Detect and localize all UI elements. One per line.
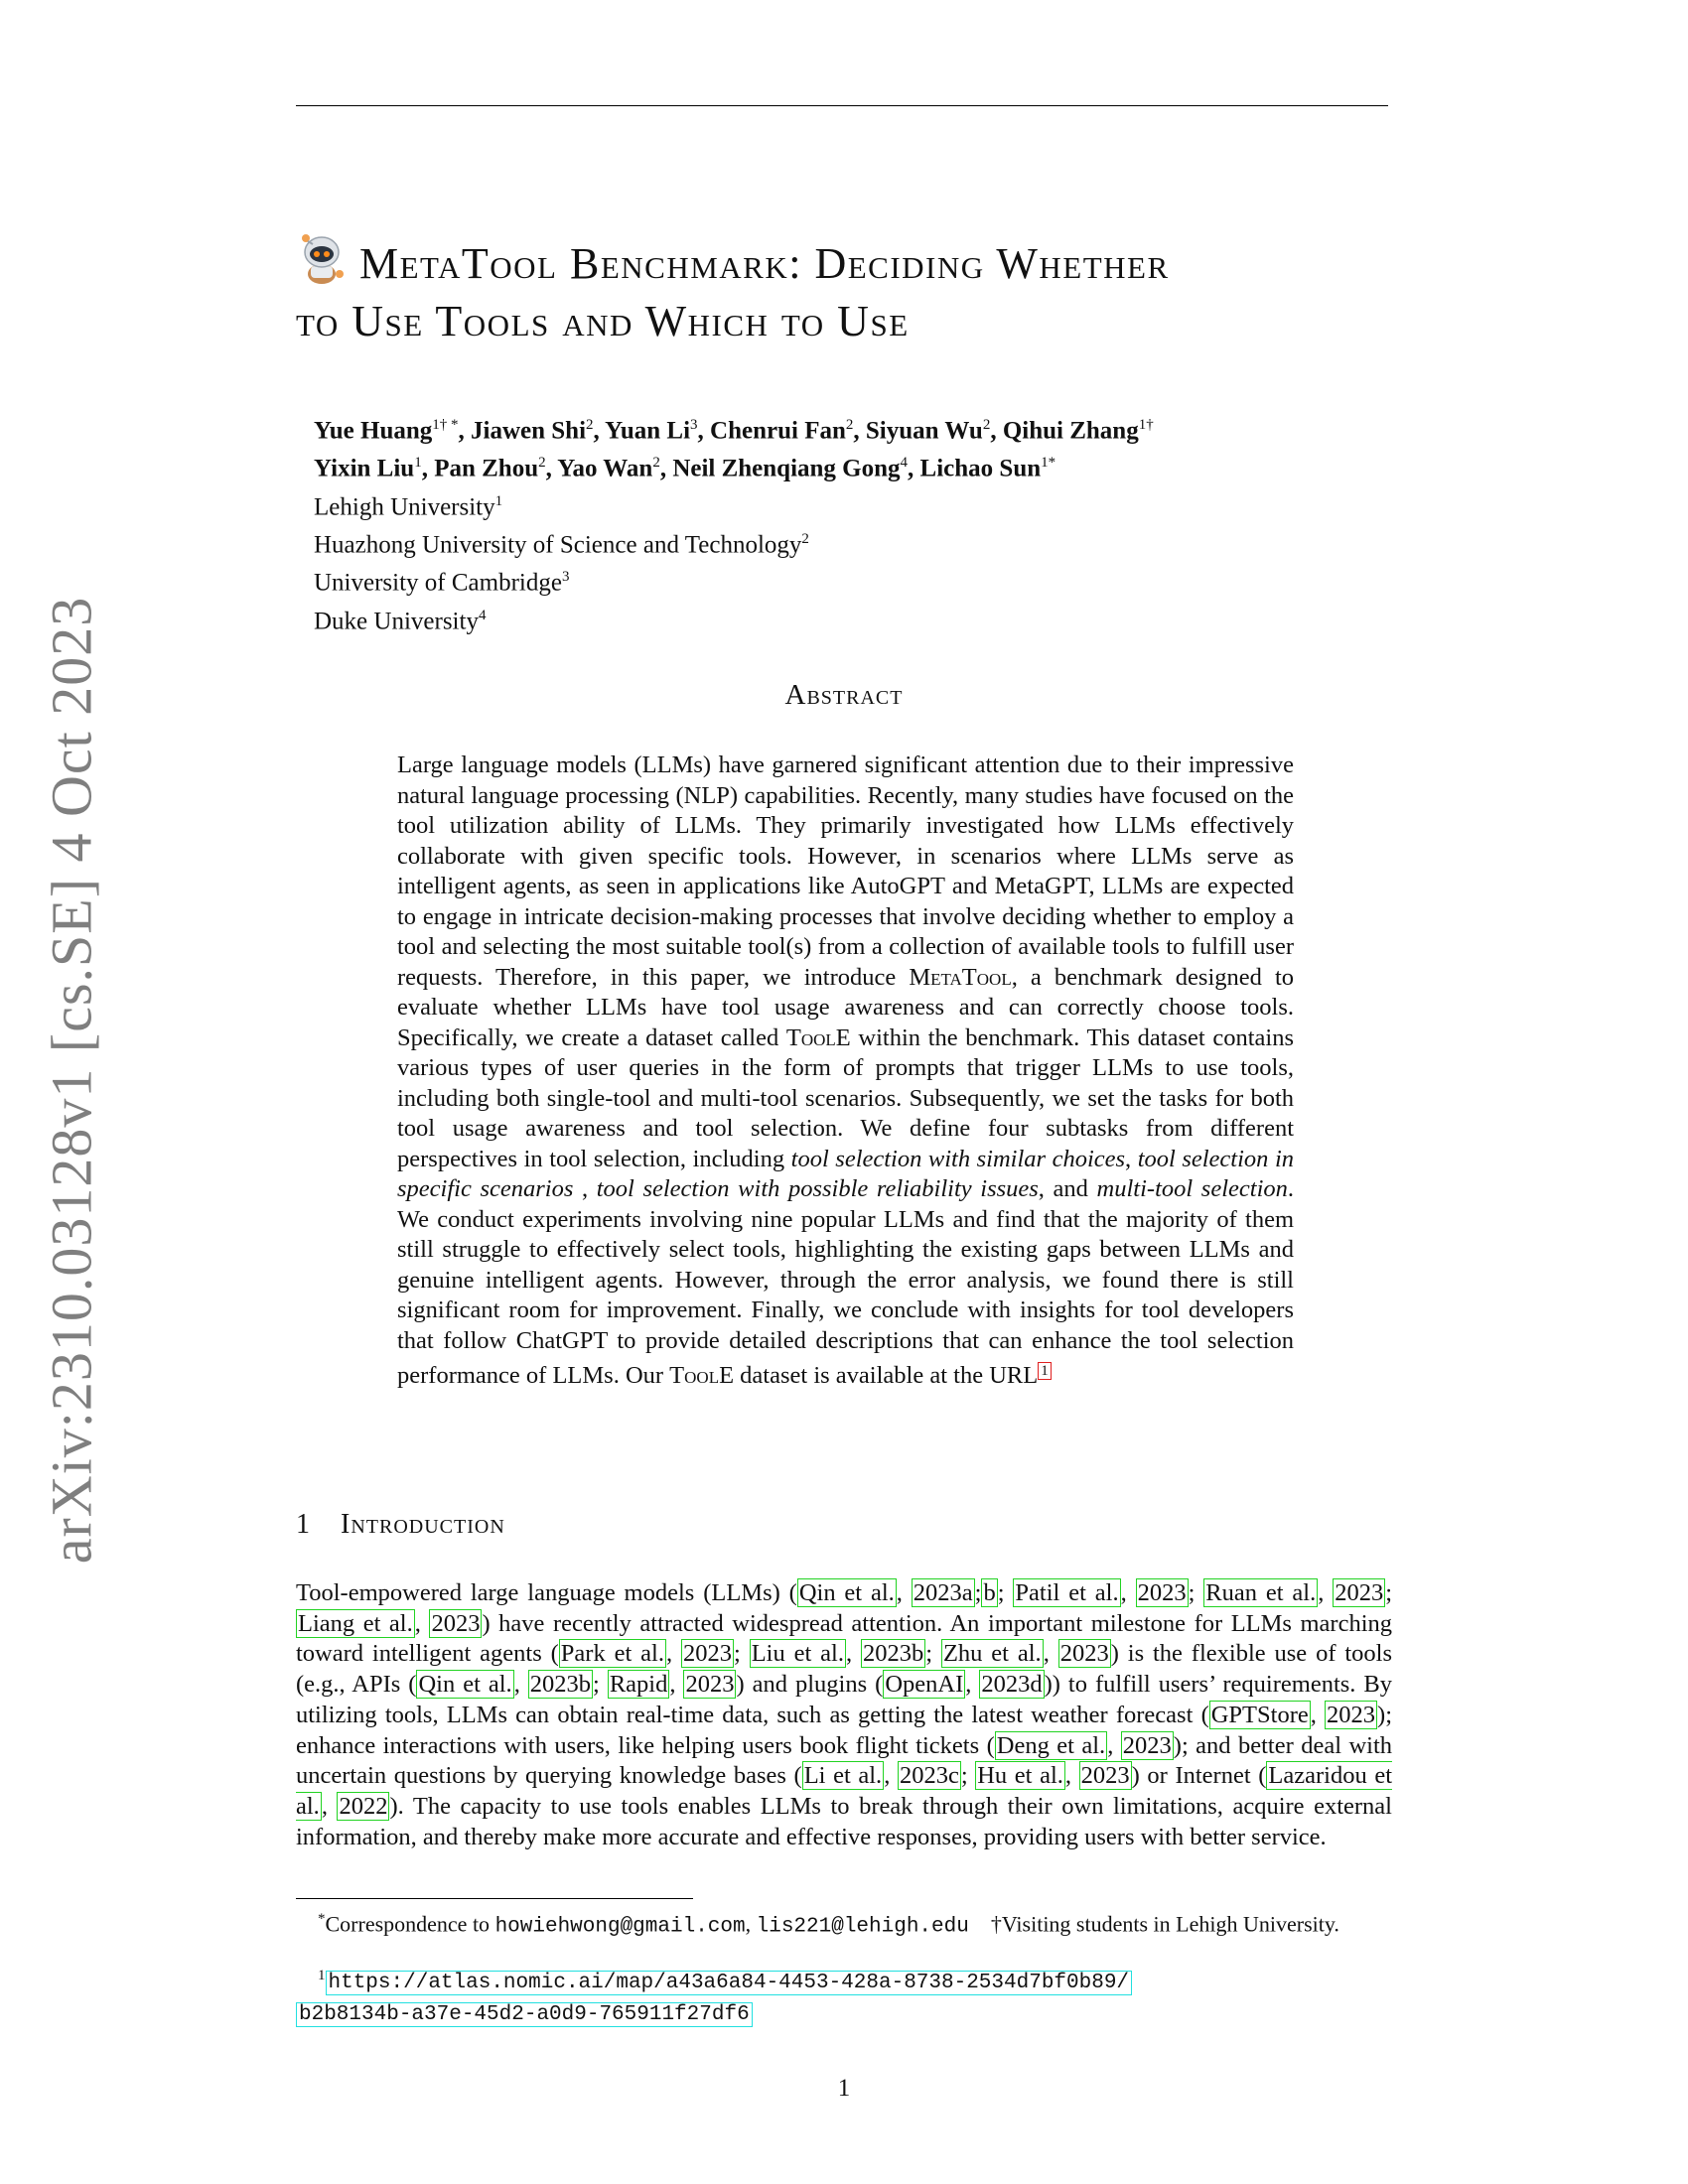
title-block bbox=[296, 230, 1398, 350]
citation-link[interactable]: 2023 bbox=[1137, 1579, 1187, 1606]
email-address[interactable]: lis221@lehigh.edu bbox=[756, 1915, 969, 1939]
citation-link[interactable]: Li et al. bbox=[803, 1762, 883, 1790]
author-sup: 1† bbox=[1138, 417, 1154, 433]
affiliation: Lehigh University$^1$ bbox=[314, 492, 503, 520]
section-number: 1 bbox=[296, 1509, 311, 1540]
dataset-url-link[interactable]: https://atlas.nomic.ai/map/a43a6a84-4453-428a-8738-2534d7bf0b89/ bbox=[326, 1971, 1133, 1995]
author-sup: 4 bbox=[900, 455, 909, 472]
dataset-url-link[interactable]: b2b8134b-a37e-45d2-a0d9-765911f27df6 bbox=[296, 2002, 753, 2027]
author-line-1: Yue Huang$^{1\dagger *}$, Jiawen Shi$^2$, Yuan Li$^3$, Chenrui Fan$^2$, Siyuan Wu$^2$, Qihui Zhang$^{1\dagger}$ bbox=[314, 417, 1154, 445]
author-name: Yao Wan bbox=[557, 455, 653, 482]
author-name: Yixin Liu bbox=[314, 455, 415, 482]
author-sup: 1 bbox=[414, 455, 422, 472]
author-name: Yuan Li bbox=[605, 417, 691, 445]
citation-link[interactable]: 2023b bbox=[863, 1640, 924, 1668]
author-sup: 2 bbox=[982, 417, 991, 433]
abstract-heading: Abstract bbox=[784, 679, 904, 711]
citation-link[interactable]: Lazaridou et al. bbox=[296, 1762, 1393, 1820]
affiliation: University of Cambridge$^3$ bbox=[314, 569, 570, 597]
author-name: Chenrui Fan bbox=[710, 417, 846, 445]
author-name: Neil Zhenqiang Gong bbox=[672, 455, 901, 482]
citation-link[interactable]: Deng et al. bbox=[996, 1731, 1106, 1759]
citation-link[interactable]: Hu et al. bbox=[977, 1762, 1063, 1790]
citation-link[interactable]: 2023a bbox=[913, 1579, 973, 1606]
author-name: Yue Huang bbox=[314, 417, 433, 445]
footnote-rule bbox=[296, 1898, 693, 1899]
citation-link[interactable]: 2023d bbox=[981, 1671, 1043, 1699]
abstract-body: Large language models (LLMs) have garnered significant attention due to their impressive natural language processing (NLP) capabilities. Recently, many studies have focused on the tool utilization ability of LLMs. They primarily investigated how LLMs effectively collaborate with given specific tools. However, in scenarios where LLMs serve as intelligent agents, as seen in applications like AutoGPT and MetaGPT, LLMs are expected to engage in intricate decision-making processes that involve deciding whether to employ a tool and selecting the most suitable tool(s) from a collection of available tools to fulfill user requests. Therefore, in this paper, we introduce MetaTool, a benchmark designed to evaluate whether LLMs have tool usage awareness and can correctly choose tools. Specifically, we create a dataset called ToolE within the benchmark. This dataset contains various types of user queries in the form of prompts that trigger LLMs to use tools, including both single-tool and multi-tool scenarios. Subsequently, we set the tasks for both tool usage awareness and tool selection. We define four subtasks from different perspectives in tool selection, including tool selection with similar choices, tool selection in specific scenarios , tool selection with possible reliability issues, and multi-tool selection. We conduct experiments involving nine popular LLMs and find that the majority of them still struggle to effectively select tools, highlighting the existing gaps between LLMs and genuine intelligent agents. However, through the error analysis, we found there is still significant room for improvement. Finally, we conclude with insights for tool developers that follow ChatGPT to provide detailed descriptions that can enhance the tool selection performance of LLMs. Our ToolE dataset is available at the URL $^1$ bbox=[397, 751, 1295, 1389]
title-line-1: MetaTool Benchmark: Deciding Whether bbox=[359, 239, 1170, 288]
citation-link[interactable]: 2023 bbox=[1059, 1640, 1109, 1668]
citation-link[interactable]: Liu et al. bbox=[751, 1640, 844, 1668]
footnote-link[interactable]: 1 bbox=[1038, 1362, 1052, 1380]
author-line-2: Yixin Liu$^1$, Pan Zhou$^2$, Yao Wan$^2$, Neil Zhenqiang Gong$^4$, Lichao Sun$^{1*}$ bbox=[314, 455, 1056, 482]
citation-link[interactable]: Patil et al. bbox=[1015, 1579, 1119, 1606]
citation-link[interactable]: 2023 bbox=[1335, 1579, 1384, 1606]
citation-link[interactable]: 2023c bbox=[899, 1762, 959, 1790]
section-heading-introduction bbox=[296, 1509, 505, 1541]
header-rule bbox=[296, 105, 1388, 106]
citation-link[interactable]: 2023 bbox=[1327, 1701, 1376, 1728]
author-sup: 2 bbox=[845, 417, 854, 433]
author-sup: 1* bbox=[1041, 455, 1056, 472]
author-sup: 2 bbox=[586, 417, 594, 433]
citation-link[interactable]: 2023b bbox=[529, 1671, 592, 1699]
email-address[interactable]: howiehwong@gmail.com bbox=[494, 1915, 746, 1939]
citation-link[interactable]: Ruan et al. bbox=[1205, 1579, 1317, 1606]
author-sup: 2 bbox=[652, 455, 660, 472]
citation-link[interactable]: 2023 bbox=[1080, 1762, 1130, 1790]
author-name: Pan Zhou bbox=[434, 455, 539, 482]
citation-link[interactable]: Rapid bbox=[609, 1671, 668, 1699]
citation-link[interactable]: 2023 bbox=[685, 1671, 735, 1699]
citation-link[interactable]: Zhu et al. bbox=[942, 1640, 1042, 1668]
section-title: Introduction bbox=[341, 1509, 505, 1540]
affiliation: Duke University$^4$ bbox=[314, 607, 487, 634]
citation-link[interactable]: 2022 bbox=[339, 1792, 388, 1820]
title-line-2: to Use Tools and Which to Use bbox=[296, 297, 910, 345]
author-name: Jiawen Shi bbox=[471, 417, 587, 445]
citation-link[interactable]: GPTStore bbox=[1210, 1701, 1309, 1728]
citation-link[interactable]: Liang et al. bbox=[298, 1609, 413, 1637]
metatool-name: MetaTool bbox=[909, 963, 1012, 991]
citation-link[interactable]: Park et al. bbox=[560, 1640, 664, 1668]
citation-link[interactable]: 2023 bbox=[431, 1609, 481, 1637]
author-sup: 2 bbox=[538, 455, 546, 472]
author-name: Lichao Sun bbox=[919, 455, 1042, 482]
author-sup: 3 bbox=[690, 417, 698, 433]
introduction-paragraph: Tool-empowered large language models (LLMs) (Qin et al., 2023a;b; Patil et al., 2023; Ruan et al., 2023; Liang et al., 2023) have recently attracted widespread attention. An important milestone for LLMs marching toward intelligent agents (Park et al., 2023; Liu et al., 2023b; Zhu et al., 2023) is the flexible use of tools (e.g., APIs (Qin et al., 2023b; Rapid, 2023) and plugins (OpenAI, 2023d)) to fulfill users’ requirements. By utilizing tools, LLMs can obtain real-time data, such as getting the latest weather forecast (GPTStore, 2023); enhance interactions with users, like helping users book flight tickets (Deng et al., 2023); and better deal with uncertain questions by querying knowledge bases (Li et al., 2023c; Hu et al., 2023) or Internet (Lazaridou et al., 2022). The capacity to use tools enables LLMs to break through their own limitations, acquire external information, and thereby make more accurate and effective responses, providing users with better service. bbox=[296, 1579, 1393, 1850]
affiliation: Huazhong University of Science and Technology$^2$ bbox=[314, 530, 809, 559]
robot-logo-icon bbox=[296, 230, 348, 286]
toole-name: ToolE bbox=[669, 1362, 735, 1389]
toole-name: ToolE bbox=[785, 1024, 851, 1051]
page-number: 1 bbox=[837, 2075, 851, 2102]
author-name: Siyuan Wu bbox=[865, 417, 983, 445]
url-footnote: $^1$ https://atlas.nomic.ai/map/a43a6a84-4453-428a-8738-2534d7bf0b89/ b2b8134b-a37e-45d2-a0d9-765911f27df6 bbox=[296, 1962, 1398, 2029]
citation-link[interactable]: Qin et al. bbox=[798, 1579, 895, 1606]
citation-link[interactable]: Qin et al. bbox=[418, 1671, 512, 1699]
citation-link[interactable]: b bbox=[983, 1579, 996, 1606]
citation-link[interactable]: OpenAI bbox=[885, 1671, 964, 1699]
citation-link[interactable]: 2023 bbox=[682, 1640, 732, 1668]
arxiv-side-stamp: arXiv:2310.03128v1 [cs.SE] 4 Oct 2023 bbox=[39, 596, 104, 1565]
author-name: Qihui Zhang bbox=[1002, 417, 1139, 445]
author-sup: 1† * bbox=[432, 417, 459, 433]
author-block bbox=[314, 409, 1396, 637]
correspondence-footnote: *Correspondence to howiehwong@gmail.com, lis221@lehigh.edu †Visiting students in Lehigh University. bbox=[318, 1911, 1339, 1939]
citation-link[interactable]: 2023 bbox=[1122, 1731, 1172, 1759]
paper-title bbox=[296, 230, 1398, 350]
